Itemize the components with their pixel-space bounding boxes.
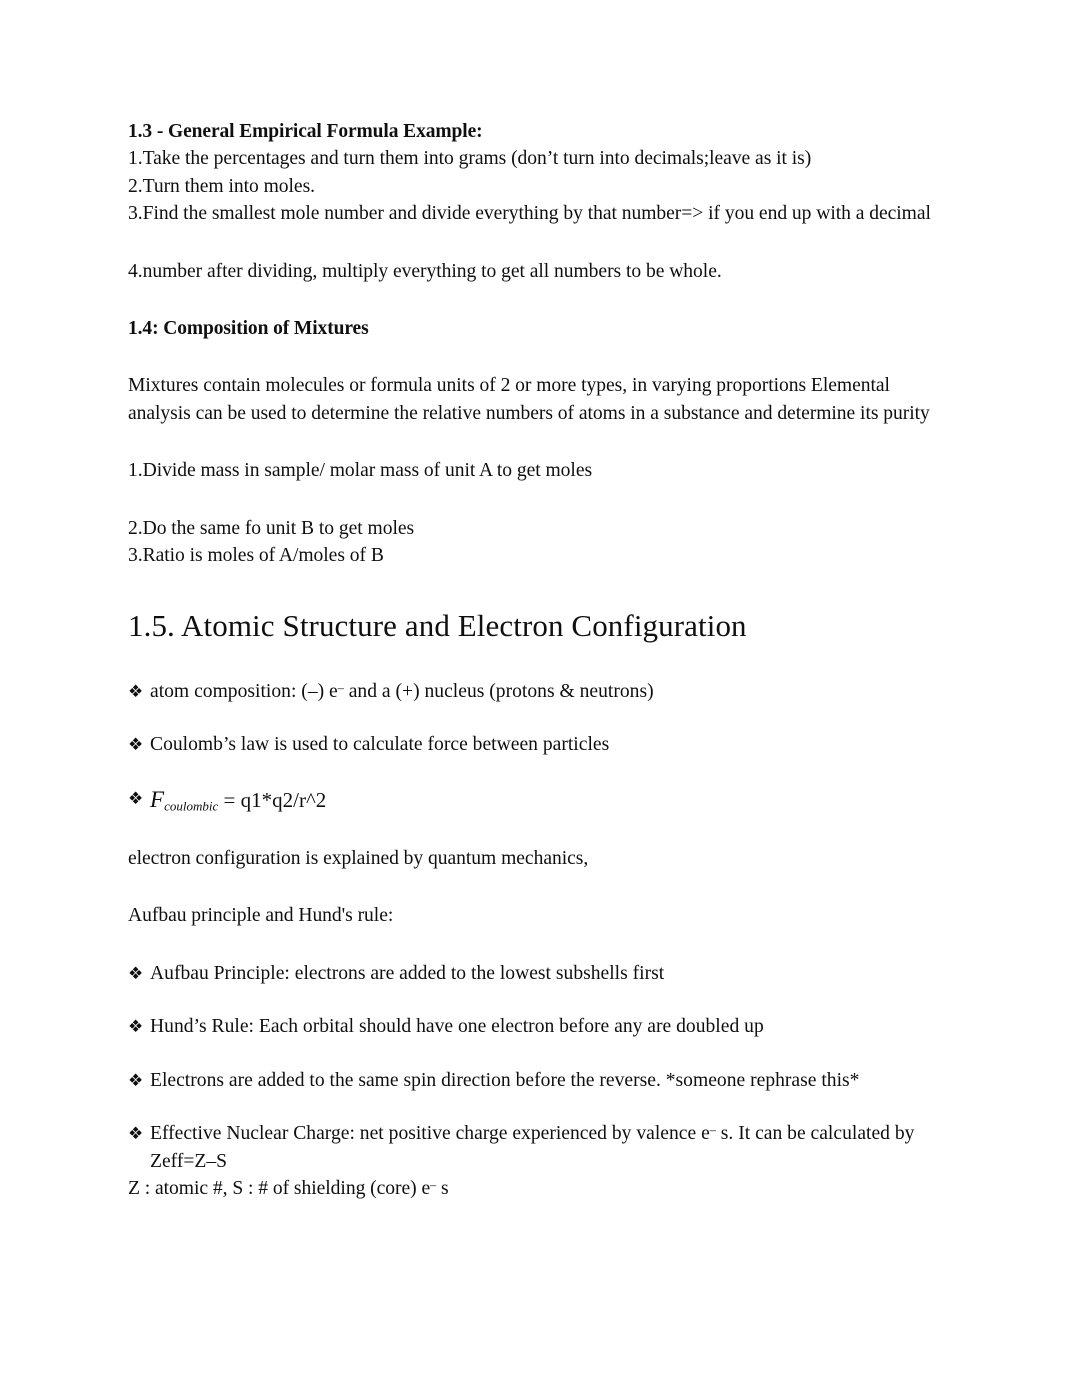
spacer — [128, 987, 940, 1013]
coulomb-formula-text — [150, 785, 940, 815]
empirical-step-2: 2.Turn them into moles. — [128, 175, 315, 197]
formula-variable-F: F — [150, 786, 165, 812]
zeff-post: s. It can be calculated by Zeff=Z–S — [150, 1123, 915, 1172]
spacer — [128, 705, 940, 731]
electron-charge-superscript: – — [430, 1177, 437, 1192]
spacer — [128, 228, 940, 258]
spacer — [128, 1094, 940, 1120]
zeff-legend-post: s — [436, 1178, 449, 1199]
bullet-spin-direction-text: Electrons are added to the same spin direction before the reverse. *someone rephrase this* — [150, 1069, 860, 1091]
formula-subscript-coulombic: coulombic — [164, 798, 219, 814]
empirical-step-1: 1.Take the percentages and turn them into grams (don’t turn into decimals;leave as it is) — [128, 148, 812, 169]
diamond-bullet-icon: ❖ — [128, 1070, 144, 1090]
zeff-legend-pre: Z : atomic #, S : # of shielding (core) e — [128, 1178, 431, 1199]
formula-right-hand-side: = q1*q2/r^2 — [223, 787, 327, 812]
bullet-spin-direction — [128, 1067, 940, 1095]
bullet-coulombs-law-text: Coulomb’s law is used to calculate force between particles — [150, 734, 610, 755]
bullet-hunds-rule-text: Hund’s Rule: Each orbital should have one electron before any are doubled up — [150, 1016, 764, 1037]
document-content — [128, 118, 940, 1203]
bullet-coulombs-law — [128, 731, 940, 759]
empirical-step-4: 4.number after dividing, multiply everything to get all numbers to be whole. — [128, 260, 722, 282]
spacer — [128, 485, 940, 515]
spacer — [128, 872, 940, 902]
mixtures-step-2: 2.Do the same fo unit B to get moles — [128, 517, 415, 539]
spacer — [128, 427, 940, 457]
spacer — [128, 570, 940, 604]
spacer — [128, 285, 940, 315]
diamond-bullet-icon: ❖ — [128, 1124, 144, 1143]
spacer — [128, 759, 940, 785]
spacer — [128, 342, 940, 372]
bullet-aufbau-principle-text: Aufbau Principle: electrons are added to the lowest subshells first — [150, 962, 665, 984]
empirical-step-3: 3.Find the smallest mole number and divide everything by that number=> if you end up with a decimal — [128, 203, 931, 224]
atom-composition-pre: atom composition: (–) e — [150, 680, 338, 702]
mixtures-step-3: 3.Ratio is moles of A/moles of B — [128, 545, 384, 566]
bullet-coulomb-formula — [128, 785, 940, 815]
bullet-effective-nuclear-charge — [128, 1120, 940, 1175]
atom-composition-post: and a (+) nucleus (protons & neutrons) — [343, 680, 654, 702]
spacer — [128, 648, 940, 678]
spacer — [128, 930, 940, 960]
heading-1-5: 1.5. Atomic Structure and Electron Configuration — [128, 607, 747, 643]
mixtures-step-1: 1.Divide mass in sample/ molar mass of unit A to get moles — [128, 460, 593, 481]
diamond-bullet-icon: ❖ — [128, 963, 144, 983]
electron-charge-superscript: – — [709, 1122, 716, 1137]
diamond-bullet-icon: ❖ — [128, 735, 144, 754]
bullet-aufbau-principle — [128, 960, 940, 988]
heading-1-4: 1.4: Composition of Mixtures — [128, 318, 369, 339]
electron-charge-superscript: – — [337, 680, 344, 695]
zeff-legend — [128, 1175, 940, 1203]
diamond-bullet-icon: ❖ — [128, 1017, 144, 1036]
heading-1-3: 1.3 - General Empirical Formula Example: — [128, 121, 483, 142]
bullet-hunds-rule — [128, 1013, 940, 1041]
zeff-pre: Effective Nuclear Charge: net positive charge experienced by valence e — [150, 1123, 710, 1144]
aufbau-hund-intro-paragraph: Aufbau principle and Hund's rule: — [128, 905, 394, 926]
bullet-effective-nuclear-charge-text — [150, 1120, 940, 1175]
quantum-mechanics-paragraph: electron configuration is explained by quantum mechanics, — [128, 847, 589, 869]
diamond-bullet-icon: ❖ — [128, 681, 144, 701]
bullet-atom-composition-text — [150, 678, 940, 706]
spacer — [128, 815, 940, 845]
diamond-bullet-icon: ❖ — [128, 788, 144, 808]
spacer — [128, 1041, 940, 1067]
mixtures-body-paragraph: Mixtures contain molecules or formula units of 2 or more types, in varying proportions Elemental analysis can be used to determine the relative numbers of atoms in a substance and determine its purity — [128, 375, 930, 424]
bullet-atom-composition — [128, 678, 940, 706]
